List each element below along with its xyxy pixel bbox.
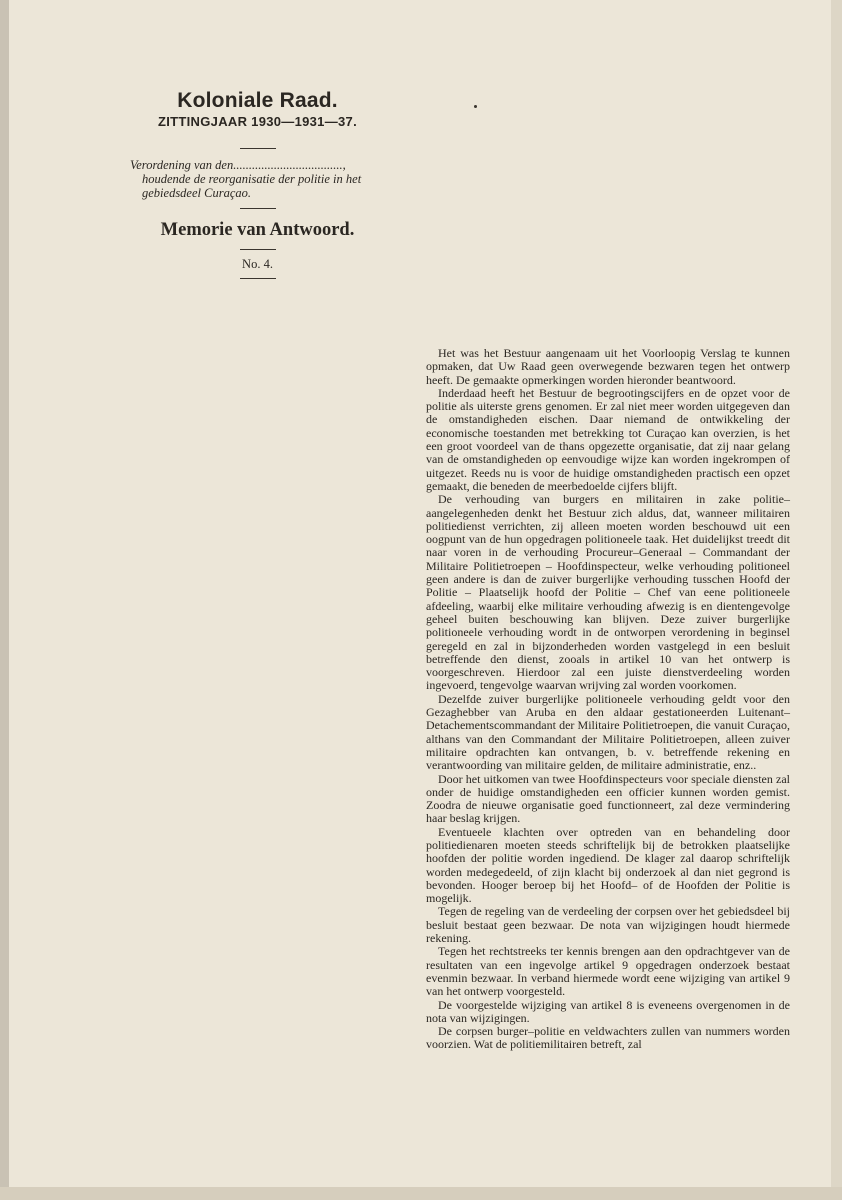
subject-line-1: Verordening van den...................................,: [130, 158, 346, 172]
paragraph: Door het uitkomen van twee Hoofdinspecteurs voor speciale diensten zal onder de huidige omstandigheden een officier kunnen worden gemist. Zoodra de nieuwe organisatie goed functionneert, zal deze vermindering haar beslag krijgen.: [426, 771, 790, 826]
document-title: Memorie van Antwoord.: [160, 220, 355, 240]
council-title: Koloniale Raad.: [177, 89, 338, 112]
paragraph: Dezelfde zuiver burgerlijke politioneele verhouding geldt voor den Gezaghebber van Aruba en den aldaar gestationeerden Luitenant–Detachementscommandant der Militaire Politietroepen, die vanuit Curaçao, althans van den Commandant der Militaire Politietroepen, alleen zuiver militaire opdrachten kan ontvangen, b. v. betreffende rekening en verantwoording van militaire gelden, de militaire administratie, enz..: [426, 691, 790, 773]
paragraph: De voorgestelde wijziging van artikel 8 is eveneens overgenomen in de nota van wijzigingen.: [426, 997, 790, 1025]
divider: [240, 148, 276, 149]
paragraph: Tegen de regeling van de verdeeling der corpsen over het gebiedsdeel bij besluit bestaat geen bezwaar. De nota van wijzigingen houdt hiermede rekening.: [426, 904, 790, 946]
page-edge-bottom: [0, 1187, 842, 1200]
paragraph: Inderdaad heeft het Bestuur de begrootingscijfers en de opzet voor de politie als uiterste grens genomen. Er zal niet meer worden uitgegeven dan de omstandigheden eischen. Daar niemand de ontwikkeling der economische toestanden met betrekking tot Curaçao kan overzien, is het een groot voordeel van de thans opgezette organisatie, dat zij naar gelang van de omstandigheden op eenvoudige wijze kan worden ingekrompen of uitgezet. Reeds nu is voor de huidige omstandigheden practisch een opzet gemaakt, die beneden de meerbedoelde cijfers blijft.: [426, 385, 790, 493]
divider: [240, 278, 276, 279]
subject-line-3: gebiedsdeel Curaçao.: [142, 186, 252, 200]
paragraph: Tegen het rechtstreeks ter kennis brengen aan den opdrachtgever van de resultaten van een ingevolge artikel 9 opgedragen onderzoek bestaat evenmin bezwaar. In verband hiermede wordt eene wijziging van artikel 9 van het ontwerp voorgesteld.: [426, 944, 790, 999]
subject-description: [130, 158, 388, 200]
divider: [240, 249, 276, 250]
paragraph: De corpsen burger–politie en veldwachters zullen van nummers worden voorzien. Wat de politiemilitairen betreft, zal: [426, 1024, 790, 1052]
divider: [240, 208, 276, 209]
paragraph: Eventueele klachten over optreden van en behandeling door politiedienaren moeten steeds schriftelijk bij de betrokken plaatselijke hoofden der politie worden ingediend. De klager zal daarop schriftelijk worden medegedeeld, of zijn klacht bij onderzoek al dan niet gegrond is bevonden. Hooger beroep bij het Hoofd– of de Hoofden der Politie is mogelijk.: [426, 824, 790, 906]
ink-dot: [474, 105, 477, 108]
document-header: [125, 88, 390, 279]
subject-line-2: houdende de reorganisatie der politie in het: [142, 172, 362, 186]
session-year: ZITTINGJAAR 1930—1931—37.: [158, 114, 357, 129]
paragraph: De verhouding van burgers en militairen in zake politie–aangelegenheden denkt het Bestuur zich aldus, dat, wanneer militairen politiedienst verrichten, zij alleen moeten worden beschouwd uit een oogpunt van de hun opgedragen politioneele taak. Het duidelijkst treedt dit naar voren in de verhouding Procureur–Generaal – Commandant der Militaire Politietroepen – Hoofdinspecteur, welke verhouding politioneel geen andere is dan de zuiver burgerlijke verhouding tusschen Hoofd der Politie – Plaatselijk hoofd der Politie – Chef van eene politioneele afdeeling, waarbij elke militaire verhouding afwezig is en dientengevolge geheel buiten beschouwing kan blijven. Deze zuiver burgerlijke politioneele verhouding wordt in de ontworpen verordening in beginsel geregeld en zal in bijzonderheden worden vastgelegd in een besluit betreffende den dienst, zooals in artikel 10 van het ontwerp is voorgeschreven. Hierdoor zal een juiste dienstverdeeling worden ingevoerd, tengevolge waarvan wrijving zal worden voorkomen.: [426, 492, 790, 693]
body-text: [426, 347, 790, 1052]
document-number: No. 4.: [242, 257, 273, 271]
page-edge-right: [831, 0, 842, 1200]
paragraph: Het was het Bestuur aangenaam uit het Voorloopig Verslag te kunnen opmaken, dat Uw Raad geen overwegende bezwaren tegen het ontwerp heeft. De gemaakte opmerkingen worden hieronder beantwoord.: [426, 346, 790, 387]
